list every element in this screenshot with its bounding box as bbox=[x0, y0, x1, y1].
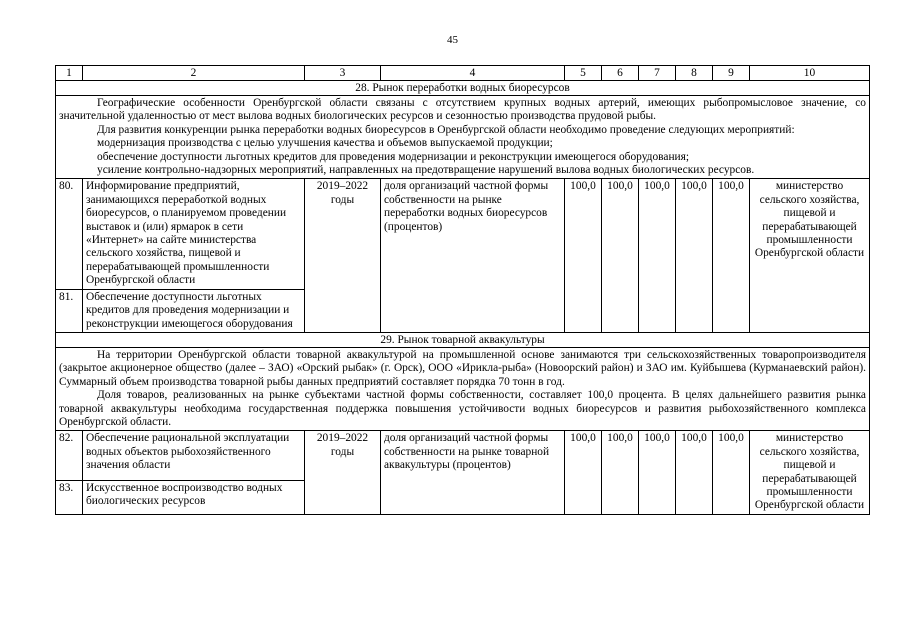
responsible: министерство сельского хозяйства, пищевой и перерабатывающей промышленности Оренбургской области bbox=[750, 179, 870, 332]
measure-text: Информирование предприятий, занимающихся переработкой водных биоресурсов, о планируемом проведении выставок и (или) ярмарок в сети «Интернет» на сайте министерства сельского хозяйства, пищевой и перерабатывающей промышленности Оренбургской области bbox=[83, 179, 305, 289]
paragraph: Для развития конкуренции рынка переработки водных биоресурсов в Оренбургской области необходимо проведение следующих мероприятий: bbox=[97, 123, 795, 136]
value-2022: 100,0 bbox=[676, 431, 713, 514]
value-2022: 100,0 bbox=[676, 179, 713, 332]
value-2021: 100,0 bbox=[639, 431, 676, 514]
paragraph: Географические особенности Оренбургской области связаны с отсутствием крупных водных артерий, имеющих рыбопромысловое значение, со значительной удаленностью от мест вылова водных биологических ресурсов и сезонностью производства прудовой рыбы. bbox=[59, 97, 866, 123]
column-number: 8 bbox=[676, 66, 713, 81]
value-2021: 100,0 bbox=[639, 179, 676, 332]
indicator: доля организаций частной формы собственности на рынке переработки водных биоресурсов (процентов) bbox=[381, 179, 565, 332]
section-description bbox=[56, 96, 870, 179]
row-number: 80. bbox=[56, 179, 83, 289]
table-row bbox=[56, 179, 870, 289]
value-2019: 100,0 bbox=[565, 179, 602, 332]
column-number: 10 bbox=[750, 66, 870, 81]
column-number: 6 bbox=[602, 66, 639, 81]
value-2019: 100,0 bbox=[565, 431, 602, 514]
value-target: 100,0 bbox=[713, 179, 750, 332]
column-number: 3 bbox=[305, 66, 381, 81]
period: 2019–2022 годы bbox=[305, 179, 381, 332]
column-number: 9 bbox=[713, 66, 750, 81]
measure-text: Искусственное воспроизводство водных биологических ресурсов bbox=[83, 480, 305, 514]
value-2020: 100,0 bbox=[602, 179, 639, 332]
column-number: 5 bbox=[565, 66, 602, 81]
column-number: 7 bbox=[639, 66, 676, 81]
value-2020: 100,0 bbox=[602, 431, 639, 514]
table-row bbox=[56, 431, 870, 480]
period: 2019–2022 годы bbox=[305, 431, 381, 514]
value-target: 100,0 bbox=[713, 431, 750, 514]
list-item: усиление контрольно-надзорных мероприятий, направленных на предотвращение нарушений вылова водных биологических ресурсов. bbox=[97, 164, 755, 177]
row-number: 83. bbox=[56, 480, 83, 514]
paragraph: На территории Оренбургской области товарной аквакультурой на промышленной основе занимаются три сельскохозяйственных товаропроизводителя (закрытое акционерное общество (далее – ЗАО) «Орский рыбак» (г. Орск), ООО «Ирикла-рыба» (Новоорский район) и ЗАО им. Куйбышева (Курманаевский район). Суммарный объем производства товарной рыбы данных предприятий составляет порядка 70 тонн в год. bbox=[59, 348, 866, 388]
page-number: 45 bbox=[447, 34, 458, 46]
section-title: 29. Рынок товарной аквакультуры bbox=[56, 332, 870, 347]
column-number: 2 bbox=[83, 66, 305, 81]
responsible: министерство сельского хозяйства, пищевой и перерабатывающей промышленности Оренбургской области bbox=[750, 431, 870, 514]
measures-table bbox=[55, 65, 870, 515]
list-item: модернизация производства с целью улучшения качества и объемов выпускаемой продукции; bbox=[97, 137, 553, 150]
indicator: доля организаций частной формы собственности на рынке товарной аквакультуры (процентов) bbox=[381, 431, 565, 514]
section-description bbox=[56, 347, 870, 430]
paragraph: Доля товаров, реализованных на рынке субъектами частной формы собственности, составляет 100,0 процента. В целях дальнейшего развития рынка товарной аквакультуры необходима государственная поддержка повышения устойчивости водных биоресурсов и развития рыбохозяйственного комплекса Оренбургской области. bbox=[59, 389, 866, 428]
row-number: 82. bbox=[56, 431, 83, 480]
column-number-row bbox=[56, 66, 870, 81]
measure-text: Обеспечение доступности льготных кредитов для проведения модернизации и реконструкции имеющегося оборудования bbox=[83, 289, 305, 332]
list-item: обеспечение доступности льготных кредитов для проведения модернизации и реконструкции имеющегося оборудования; bbox=[97, 150, 690, 163]
row-number: 81. bbox=[56, 289, 83, 332]
column-number: 4 bbox=[381, 66, 565, 81]
section-title: 28. Рынок переработки водных биоресурсов bbox=[56, 81, 870, 96]
measure-text: Обеспечение рациональной эксплуатации водных объектов рыбохозяйственного значения области bbox=[83, 431, 305, 480]
column-number: 1 bbox=[56, 66, 83, 81]
